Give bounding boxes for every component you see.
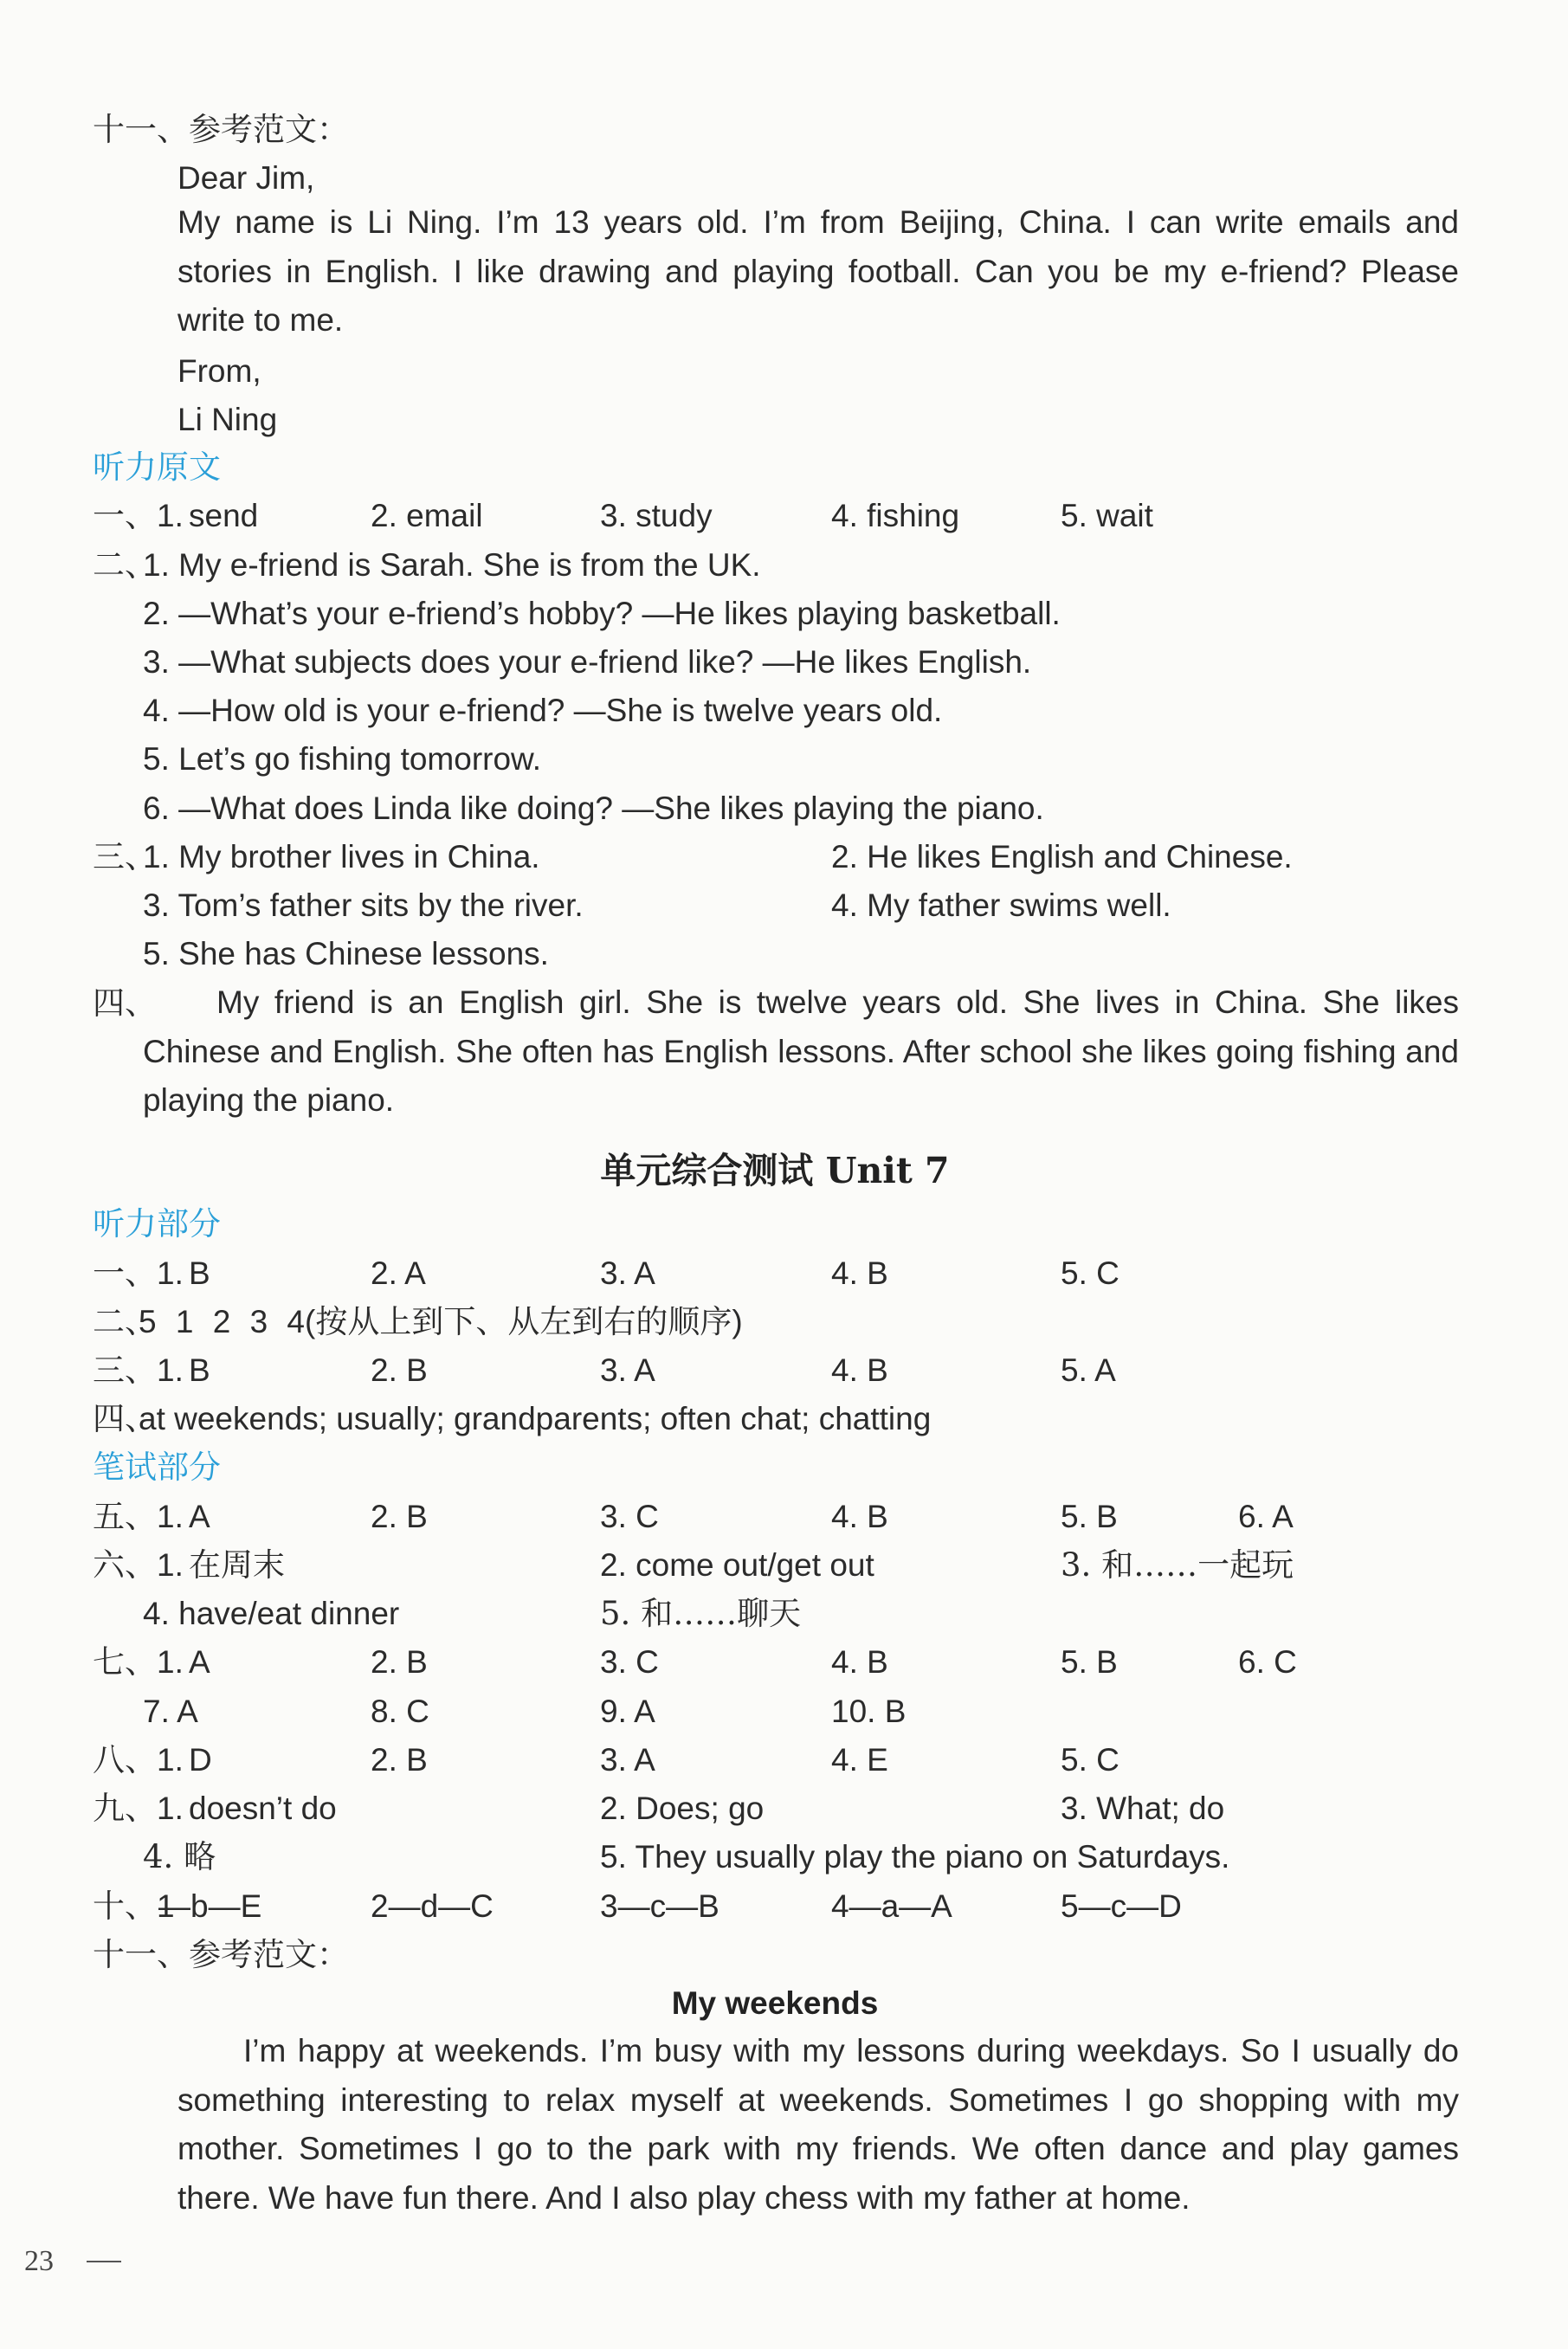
wp-q8-item: 4. E bbox=[831, 1742, 888, 1778]
letter-signature: Li Ning bbox=[177, 402, 278, 437]
lp-q2-prefix: 二、 bbox=[93, 1304, 157, 1339]
wp-q9-item: doesn’t do bbox=[189, 1791, 337, 1826]
letter-from: From, bbox=[177, 353, 261, 389]
wp-q7-item: 10. B bbox=[831, 1694, 907, 1729]
lt-q4-text: My friend is an English girl. She is twelve years old. She lives in China. She likes Chinese and English. She often has English lessons. After school she likes going fishing and playing the piano. bbox=[143, 984, 1459, 1118]
lp-q3-item: 2. B bbox=[371, 1352, 428, 1388]
lp-q4-prefix: 四、 bbox=[93, 1401, 157, 1436]
wp-q11-label: 十一、参考范文： bbox=[93, 1936, 349, 1973]
lt-q3-item: 2. He likes English and Chinese. bbox=[831, 839, 1293, 874]
wp-q9-item: 3. What; do bbox=[1061, 1791, 1225, 1826]
wp-q7-item: 4. B bbox=[831, 1644, 888, 1680]
lt-q2-line: 3. —What subjects does your e-friend like? —He likes English. bbox=[143, 644, 1032, 680]
page-number-rule bbox=[87, 2261, 121, 2262]
wp-q7-item: 8. C bbox=[371, 1694, 429, 1729]
wp-q5-item: 6. A bbox=[1238, 1499, 1294, 1534]
wp-q10-item: 3—c—B bbox=[600, 1888, 719, 1924]
lp-q1-item: 3. A bbox=[600, 1255, 655, 1291]
lp-q3-item: 5. A bbox=[1061, 1352, 1116, 1388]
lt-q3-prefix: 三、 bbox=[93, 839, 157, 874]
written-part-heading: 笔试部分 bbox=[93, 1449, 221, 1486]
lt-q1-item: 2. email bbox=[371, 498, 483, 533]
lt-q3-item: 5. She has Chinese lessons. bbox=[143, 936, 549, 971]
wp-q8-item: 3. A bbox=[600, 1742, 655, 1778]
wp-q5-item: A bbox=[189, 1499, 210, 1534]
lt-q2-line: 6. —What does Linda like doing? —She likes playing the piano. bbox=[143, 791, 1044, 826]
page-number: 23 bbox=[24, 2245, 54, 2277]
wp-q9-item: 2. Does; go bbox=[600, 1791, 765, 1826]
lp-q3-item: 3. A bbox=[600, 1352, 655, 1388]
lt-q4-prefix: 四、 bbox=[93, 985, 157, 1021]
wp-q8-item: 5. C bbox=[1061, 1742, 1120, 1778]
lt-q2-line: 5. Let’s go fishing tomorrow. bbox=[143, 741, 542, 777]
wp-q5-prefix: 五、1. bbox=[93, 1499, 184, 1534]
lt-q3-item: 1. My brother lives in China. bbox=[143, 839, 540, 874]
wp-q7-item: 6. C bbox=[1238, 1644, 1297, 1680]
lp-q2-text: 5 1 2 3 4(按从上到下、从左到右的顺序) bbox=[139, 1304, 743, 1339]
wp-q5-item: 4. B bbox=[831, 1499, 888, 1534]
wp-q5-item: 2. B bbox=[371, 1499, 428, 1534]
wp-q10-item: 2—d—C bbox=[371, 1888, 494, 1924]
lp-q3-item: B bbox=[189, 1352, 210, 1388]
lp-q1-item: B bbox=[189, 1255, 210, 1291]
letter-greeting: Dear Jim, bbox=[177, 160, 315, 196]
lt-q2-prefix: 二、 bbox=[93, 547, 157, 583]
lt-q3-item: 3. Tom’s father sits by the river. bbox=[143, 887, 584, 923]
wp-q6-prefix: 六、1. bbox=[93, 1547, 184, 1583]
letter-body: My name is Li Ning. I’m 13 years old. I’m from Beijing, China. I can write emails and stories in English. I like drawing and playing football. Can you be my e-friend? Please write to me. bbox=[177, 204, 1459, 338]
lp-q3-prefix: 三、1. bbox=[93, 1352, 184, 1388]
lt-q2-line: 4. —How old is your e-friend? —She is twelve years old. bbox=[143, 693, 943, 728]
listening-text-heading: 听力原文 bbox=[93, 449, 221, 486]
wp-q7-prefix: 七、1. bbox=[93, 1644, 184, 1680]
lt-q2-line: 1. My e-friend is Sarah. She is from the UK. bbox=[143, 547, 761, 583]
lt-q1-item: 5. wait bbox=[1061, 498, 1153, 533]
wp-q10-item: 5—c—D bbox=[1061, 1888, 1182, 1924]
lt-q1-prefix: 一、1. bbox=[93, 498, 184, 533]
wp-q10-item: 4—a—A bbox=[831, 1888, 952, 1924]
wp-q7-item: A bbox=[189, 1644, 210, 1680]
wp-q8-item: D bbox=[189, 1742, 212, 1778]
wp-q6-item: 5. 和……聊天 bbox=[600, 1595, 802, 1632]
wp-q5-item: 5. B bbox=[1061, 1499, 1118, 1534]
unit-title: 单元综合测试 Unit 7 bbox=[600, 1150, 950, 1191]
listening-part-heading: 听力部分 bbox=[93, 1205, 221, 1242]
wp-q7-item: 9. A bbox=[600, 1694, 655, 1729]
wp-q6-item: 3. 和……一起玩 bbox=[1061, 1546, 1294, 1584]
wp-q10-item: —b—E bbox=[158, 1888, 262, 1924]
wp-q9-prefix: 九、1. bbox=[93, 1791, 184, 1826]
wp-q6-item: 在周末 bbox=[189, 1546, 285, 1584]
essay-title: My weekends bbox=[671, 1985, 879, 2021]
wp-q8-item: 2. B bbox=[371, 1742, 428, 1778]
wp-q7-item: 3. C bbox=[600, 1644, 659, 1680]
lt-q1-item: send bbox=[189, 498, 259, 533]
wp-q5-item: 3. C bbox=[600, 1499, 659, 1534]
lp-q1-prefix: 一、1. bbox=[93, 1255, 184, 1291]
lp-q1-item: 5. C bbox=[1061, 1255, 1120, 1291]
wp-q6-item: 4. have/eat dinner bbox=[143, 1596, 400, 1631]
lp-q1-item: 2. A bbox=[371, 1255, 426, 1291]
lp-q4-text: at weekends; usually; grandparents; often chat; chatting bbox=[139, 1401, 932, 1436]
wp-q7-item: 2. B bbox=[371, 1644, 428, 1680]
essay-body: I’m happy at weekends. I’m busy with my lessons during weekdays. So I usually do something interesting to relax myself at weekends. Sometimes I go shopping with my mother. Sometimes I go to the park with my friends. We often dance and play games there. We have fun there. And I also play chess with my father at home. bbox=[177, 2033, 1459, 2216]
wp-q9-item: 4. 略 bbox=[143, 1838, 216, 1875]
lp-q3-item: 4. B bbox=[831, 1352, 888, 1388]
lt-q2-line: 2. —What’s your e-friend’s hobby? —He likes playing basketball. bbox=[143, 596, 1061, 631]
sec11-label: 十一、参考范文： bbox=[93, 111, 349, 148]
lt-q1-item: 4. fishing bbox=[831, 498, 960, 533]
wp-q7-item: 5. B bbox=[1061, 1644, 1118, 1680]
wp-q7-item: 7. A bbox=[143, 1694, 198, 1729]
lp-q1-item: 4. B bbox=[831, 1255, 888, 1291]
wp-q8-prefix: 八、1. bbox=[93, 1742, 184, 1778]
lt-q3-item: 4. My father swims well. bbox=[831, 887, 1171, 923]
wp-q6-item: 2. come out/get out bbox=[600, 1547, 874, 1583]
wp-q10-prefix: 十、1 bbox=[93, 1888, 175, 1924]
lt-q1-item: 3. study bbox=[600, 498, 713, 533]
wp-q9-item: 5. They usually play the piano on Saturdays. bbox=[600, 1839, 1230, 1875]
